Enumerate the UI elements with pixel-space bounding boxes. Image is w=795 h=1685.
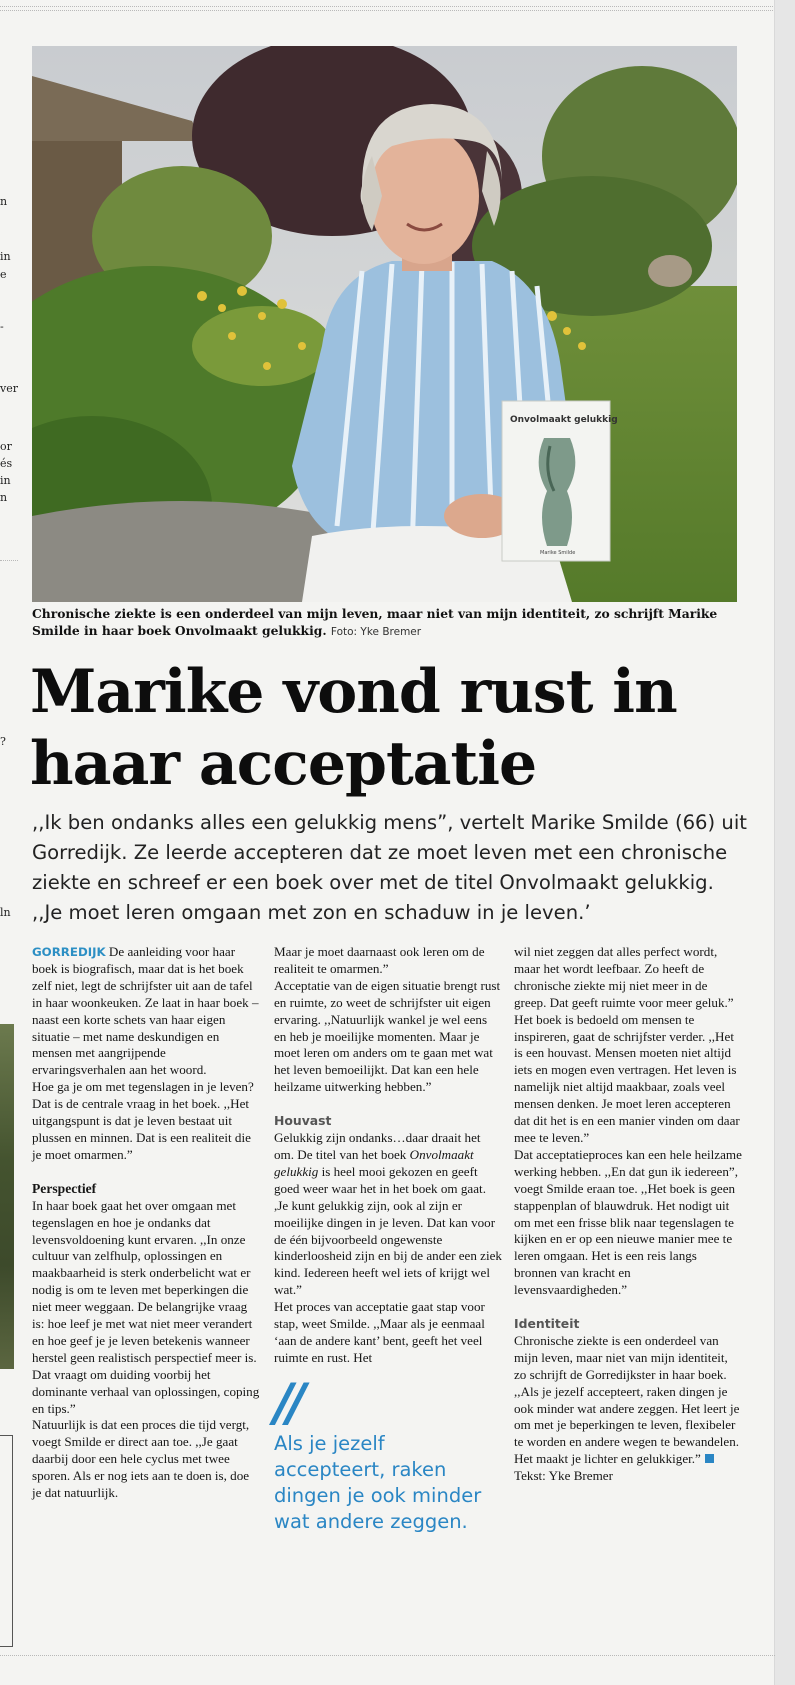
neighbor-box-edge — [0, 1435, 13, 1647]
neighbor-text-fragment: n — [0, 195, 8, 208]
neighbor-text-fragment: or — [0, 440, 12, 453]
paragraph: Acceptatie van de eigen situatie brengt rust en ruimte, zo weet de schrijfster uit eigen ervaring. ,,Natuurlijk wankel je wel eens en heb je moeilijke momenten. Maar je moet leren om anders om te gaan met wat het leven bemoeilijkt. Dat kan een hele heilzame uitwerking hebben.” — [274, 977, 501, 1095]
article-column-3 — [514, 944, 742, 1485]
photo-credit: Foto: Yke Bremer — [330, 626, 422, 638]
paragraph-text: is heel mooi gekozen en geeft goed weer waar het in het boek om gaat. ,Je kunt gelukkig zijn, ook al zijn er moeilijke dingen in je leven. Dat kan voor de één bijvoorbeeld ongewenste kinderloosheid zijn en bij de ander een ziek kind. Iedereen heeft wel iets of krijgt wel wat.” — [274, 1163, 502, 1298]
paragraph: wil niet zeggen dat alles perfect wordt, maar het wordt leefbaar. Zo heeft de chronische ziekte mij niet meer in de greep. Dat geeft ruimte voor meer geluk.” — [514, 944, 734, 1010]
dateline: GORREDIJK — [32, 945, 106, 959]
paragraph-text: Chronische ziekte is een onderdeel van mijn leven, maar niet van mijn identiteit, zo schrijft de Gorredijkster in haar boek. ,,Als je jezelf accepteert, raken dingen je ook minder wat andere zeggen. Het leert je om met je beperkingen te leven, flexibeler te worden en andere wegen te bewandelen. Het maakt je lichter en gelukkiger.” — [514, 1332, 740, 1467]
subhead-houvast: Houvast — [274, 1113, 332, 1129]
article-lead: ,,Ik ben ondanks alles een gelukkig mens”, vertelt Marike Smilde (66) uit Gorredijk. Ze leerde accepteren dat ze moet leven met een chronische ziekte en schreef er een boek over met de titel Onvolmaakt gelukkig. ,,Je moet leren omgaan met zon en schaduw in je leven.’ — [32, 811, 747, 924]
paragraph: Maar je moet daarnaast ook leren om de realiteit te omarmen.” — [274, 944, 485, 976]
neighbor-text-fragment: ln — [0, 906, 11, 919]
subhead-identiteit: Identiteit — [514, 1316, 580, 1332]
paragraph: Natuurlijk is dat een proces die tijd vergt, voegt Smilde er direct aan toe. ,,Je gaat daarbij door een hele cyclus met twee sporen. Als er nog iets aan te doen is, doe je dat natuurlijk. — [32, 1417, 250, 1501]
quote-mark-icon: // — [274, 1372, 300, 1433]
neighbor-text-fragment: n — [0, 491, 8, 504]
paragraph: Hoe ga je om met tegenslagen in je leven? Dat is de centrale vraag in het boek. ,,Het uitgangspunt is dat je leven bestaat uit plussen en minnen. Dat is een realiteit die je moet omarmen.” — [32, 1079, 254, 1162]
neighbor-text-fragment: és — [0, 457, 13, 470]
article-column-2 — [274, 944, 502, 1535]
neighbor-article-edge — [0, 40, 22, 1640]
book-cover-author: Marike Smilde — [540, 550, 576, 556]
top-divider-2 — [0, 10, 775, 11]
neighbor-text-fragment: in — [0, 474, 11, 487]
paragraph: Dat acceptatieproces kan een hele heilzame werking hebben. ,,En dat gun ik iedereen”, voegt Smilde eraan toe. ,,Het boek is geen stappenplan of blauwdruk. Het nodigt uit om met een frisse blik naar tegenslagen te kijken en er op een nieuwe manier mee te leren omgaan. Het is een reis langs bronnen van kracht en levensvaardigheden.” — [514, 1146, 742, 1298]
paragraph — [514, 1333, 742, 1468]
article-headline: Marike vond rust in haar acceptatie — [30, 657, 677, 799]
article-photo — [32, 46, 737, 602]
left-dotted-rule — [0, 560, 18, 561]
photo-caption — [32, 605, 742, 641]
bottom-divider — [0, 1655, 775, 1656]
byline: Tekst: Yke Bremer — [514, 1468, 613, 1484]
paragraph — [32, 944, 260, 1079]
paragraph: Het boek is bedoeld om mensen te inspireren, gaat de schrijfster verder. ,,Het is een houvast. Mensen moeten niet altijd iets en mogen even vertragen. Het leven is namelijk niet altijd maakbaar, zoals veel mensen denken. Je moet leren accepteren dat dit het is en een manier vinden om daar mee te leven.” — [514, 1011, 740, 1145]
page-gutter — [774, 0, 795, 1685]
garden-portrait-illustration — [32, 46, 737, 602]
pull-quote: Als je jezelf accepteert, raken dingen je ook minder wat andere zeggen. — [274, 1431, 482, 1533]
neighbor-text-fragment: in — [0, 250, 11, 263]
neighbor-text-fragment: ? — [0, 735, 6, 748]
top-divider — [0, 6, 775, 7]
book-title: Onvolmaakt gelukkig — [274, 1146, 474, 1179]
article-column-1 — [32, 944, 260, 1502]
neighbor-text-fragment: e — [0, 268, 7, 281]
paragraph — [274, 1130, 502, 1299]
paragraph: In haar boek gaat het over omgaan met tegenslagen en hoe je ondanks dat levensvoldoening kunt ervaren. ,,In onze cultuur van zelfhulp, oplossingen en maakbaarheid is sterk onderbelicht wat er nodig is om te leven met beperkingen die niet meer weggaan. De belangrijke vraag is: hoe leef je met wat niet meer verandert en hoe geef je je leven betekenis wanneer herstel geen realistisch perspectief meer is. Dat vraagt om duiding voorbij het dominante verhaal van oplossingen, coping en tips.” — [32, 1197, 260, 1416]
paragraph-text: De aanleiding voor haar boek is biografisch, maar dat is het boek zelf niet, legt de schrijfster uit aan de tafel in haar woonkeuken. Ze laat in haar boek – naast een korte schets van haar eigen situatie – met name deskundigen en mensen met aangrijpende ervaringsverhalen aan het woord. — [32, 944, 259, 1078]
book-cover-title: Onvolmaakt gelukkig — [510, 415, 618, 425]
paragraph: Het proces van acceptatie gaat stap voor stap, weet Smilde. ,,Maar als je eenmaal ‘aan de andere kant’ bent, geeft het veel ruimte en rust. Het — [274, 1299, 485, 1365]
neighbor-text-fragment: ver — [0, 382, 18, 395]
end-mark-icon — [705, 1454, 714, 1463]
paragraph-text: Gelukkig zijn ondanks…daar draait het om. De titel van het boek — [274, 1130, 481, 1162]
neighbor-text-fragment: - — [0, 320, 4, 333]
caption-text: Chronische ziekte is een onderdeel van mijn leven, maar niet van mijn identiteit, zo schrijft Marike Smilde in haar boek Onvolmaakt gelukkig. — [32, 606, 718, 638]
subhead-perspectief: Perspectief — [32, 1180, 97, 1196]
neighbor-photo-edge — [0, 1024, 14, 1369]
